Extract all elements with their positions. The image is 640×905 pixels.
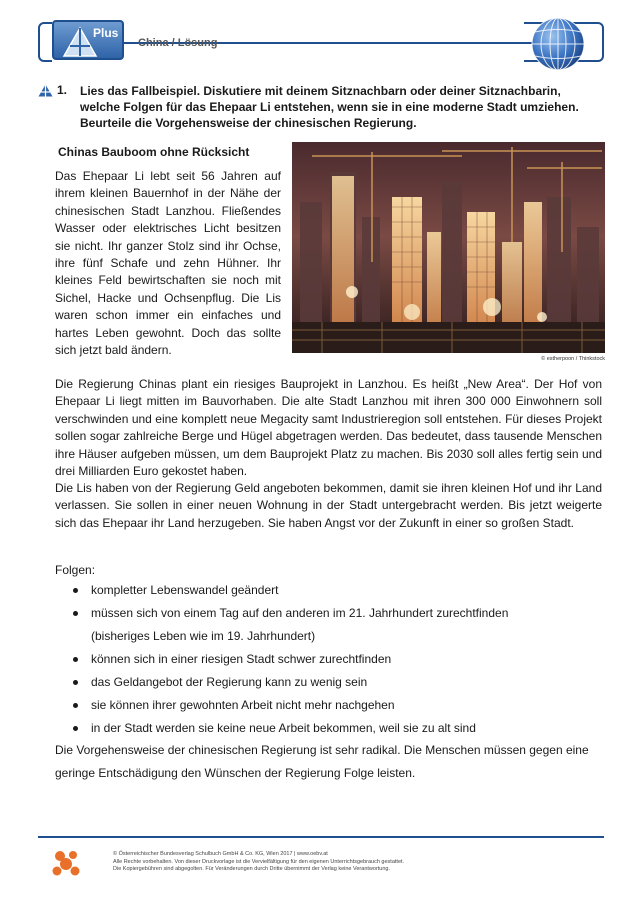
bullet-icon bbox=[73, 657, 78, 662]
list-item-text: müssen sich von einem Tag auf den anderen im 21. Jahrhundert zurechtfinden bbox=[91, 606, 509, 620]
list-item-text: (bisheriges Leben wie im 19. Jahrhundert) bbox=[91, 629, 316, 643]
list-item-text: können sich in einer riesigen Stadt schwer zurechtfinden bbox=[91, 652, 392, 666]
list-item bbox=[55, 694, 602, 717]
list-item bbox=[55, 648, 602, 671]
footer-line-3: Die Kopiergebühren sind abgegolten. Für Veränderungen durch Dritte übernimmt der Verlag keine Verantwortung. bbox=[113, 866, 391, 872]
bullet-icon bbox=[73, 611, 78, 616]
bullet-icon bbox=[73, 703, 78, 708]
photo-credit: © estherpoon / Thinkstock bbox=[541, 356, 605, 362]
page-title: China / Lösung bbox=[138, 37, 218, 49]
list-item-continuation bbox=[55, 625, 602, 648]
list-item bbox=[55, 717, 602, 740]
footer-copyright bbox=[113, 851, 404, 874]
footer-rule bbox=[38, 836, 604, 838]
list-item bbox=[55, 579, 602, 602]
list-item-text: sie können ihrer gewohnten Arbeit nicht mehr nachgehen bbox=[91, 698, 395, 712]
conclusion-text: Die Vorgehensweise der chinesischen Regierung ist sehr radikal. Die Menschen müssen gegen eine geringe Entschädigung den Wünschen der Regierung Folge leisten. bbox=[55, 743, 589, 780]
bullet-icon bbox=[73, 588, 78, 593]
city-construction-photo bbox=[292, 142, 605, 353]
consequences-label: Folgen: bbox=[55, 563, 96, 577]
oebv-puzzle-logo-icon bbox=[50, 848, 82, 878]
consequences-list bbox=[55, 579, 602, 740]
triangle-task-icon bbox=[38, 84, 53, 97]
logo-label: Plus bbox=[93, 26, 119, 40]
plus-logo bbox=[52, 20, 124, 60]
task-number: 1. bbox=[57, 83, 68, 97]
task-instruction: Lies das Fallbeispiel. Diskutiere mit deinem Sitznachbarn oder deiner Sitznachbarin, welche Folgen für das Ehepaar Li entstehen, wenn sie in eine moderne Stadt umziehen. Beurteile die Vorgehensweise der chinesischen Regierung. bbox=[80, 84, 579, 130]
bullet-icon bbox=[73, 726, 78, 731]
list-item bbox=[55, 602, 602, 625]
list-item-text: kompletter Lebenswandel geändert bbox=[91, 583, 279, 597]
article-paragraph-3: Die Lis haben von der Regierung Geld angeboten bekommen, damit sie ihren kleinen Hof und ihr Land verlassen. Sie sollen in einer neuen Wohnung in der Stadt untergebracht werden. Bis jetzt weigerte sich das Ehepaar ihr Land herzugeben. Sie haben Angst vor der Zukunft in einer so großen Stadt. bbox=[55, 481, 602, 530]
list-item bbox=[55, 671, 602, 694]
article-paragraph-1: Das Ehepaar Li lebt seit 56 Jahren auf ihrem kleinen Bauernhof in der Nähe der chinesischen Stadt Lanzhou. Fließendes Wasser oder elektrisches Licht besitzen sie nicht. Ihr ganzer Stolz sind ihr Ochse, ihre fünf Schafe und zehn Hühner. Ihr kleines Feld bewirtschaften sie noch mit Sichel, Hacke und Ochsenpflug. Die Lis waren schon immer ein einfaches und hartes Leben gewohnt. Doch das sollte sich jetzt bald ändern. bbox=[55, 169, 281, 358]
globe-icon bbox=[530, 16, 586, 72]
footer-line-1: © Österreichischer Bundesverlag Schulbuch GmbH & Co. KG, Wien 2017 | www.oebv.at bbox=[113, 851, 328, 857]
bullet-icon bbox=[73, 680, 78, 685]
footer-line-2: Alle Rechte vorbehalten. Von dieser Druckvorlage ist die Vervielfältigung für den eigenen Unterrichtsgebrauch gestattet. bbox=[113, 858, 405, 865]
article-paragraph-2: Die Regierung Chinas plant ein riesiges Bauprojekt in Lanzhou. Es heißt „New Area“. Der Hof von Ehepaar Li liegt mitten im Bauvorhaben. Die alte Stadt Lanzhou mit ihren 300 000 Einwohnern soll verschwinden und eine komplett neue Megacity samt Industrieregion soll entstehen. Für dieses Projekt sollen sogar zahlreiche Berge und Hügel abgetragen werden. Das bedeutet, dass tausende Menschen ihre Häuser aufgeben müssen, um dem Bauprojekt Platz zu machen. Bis 2030 soll alles fertig sein und drei Milliarden Euro gekostet haben. bbox=[55, 377, 602, 479]
list-item-text: in der Stadt werden sie keine neue Arbeit bekommen, weil sie zu alt sind bbox=[91, 721, 476, 735]
list-item-text: das Geldangebot der Regierung kann zu wenig sein bbox=[91, 675, 368, 689]
article-title: Chinas Bauboom ohne Rücksicht bbox=[58, 145, 250, 159]
